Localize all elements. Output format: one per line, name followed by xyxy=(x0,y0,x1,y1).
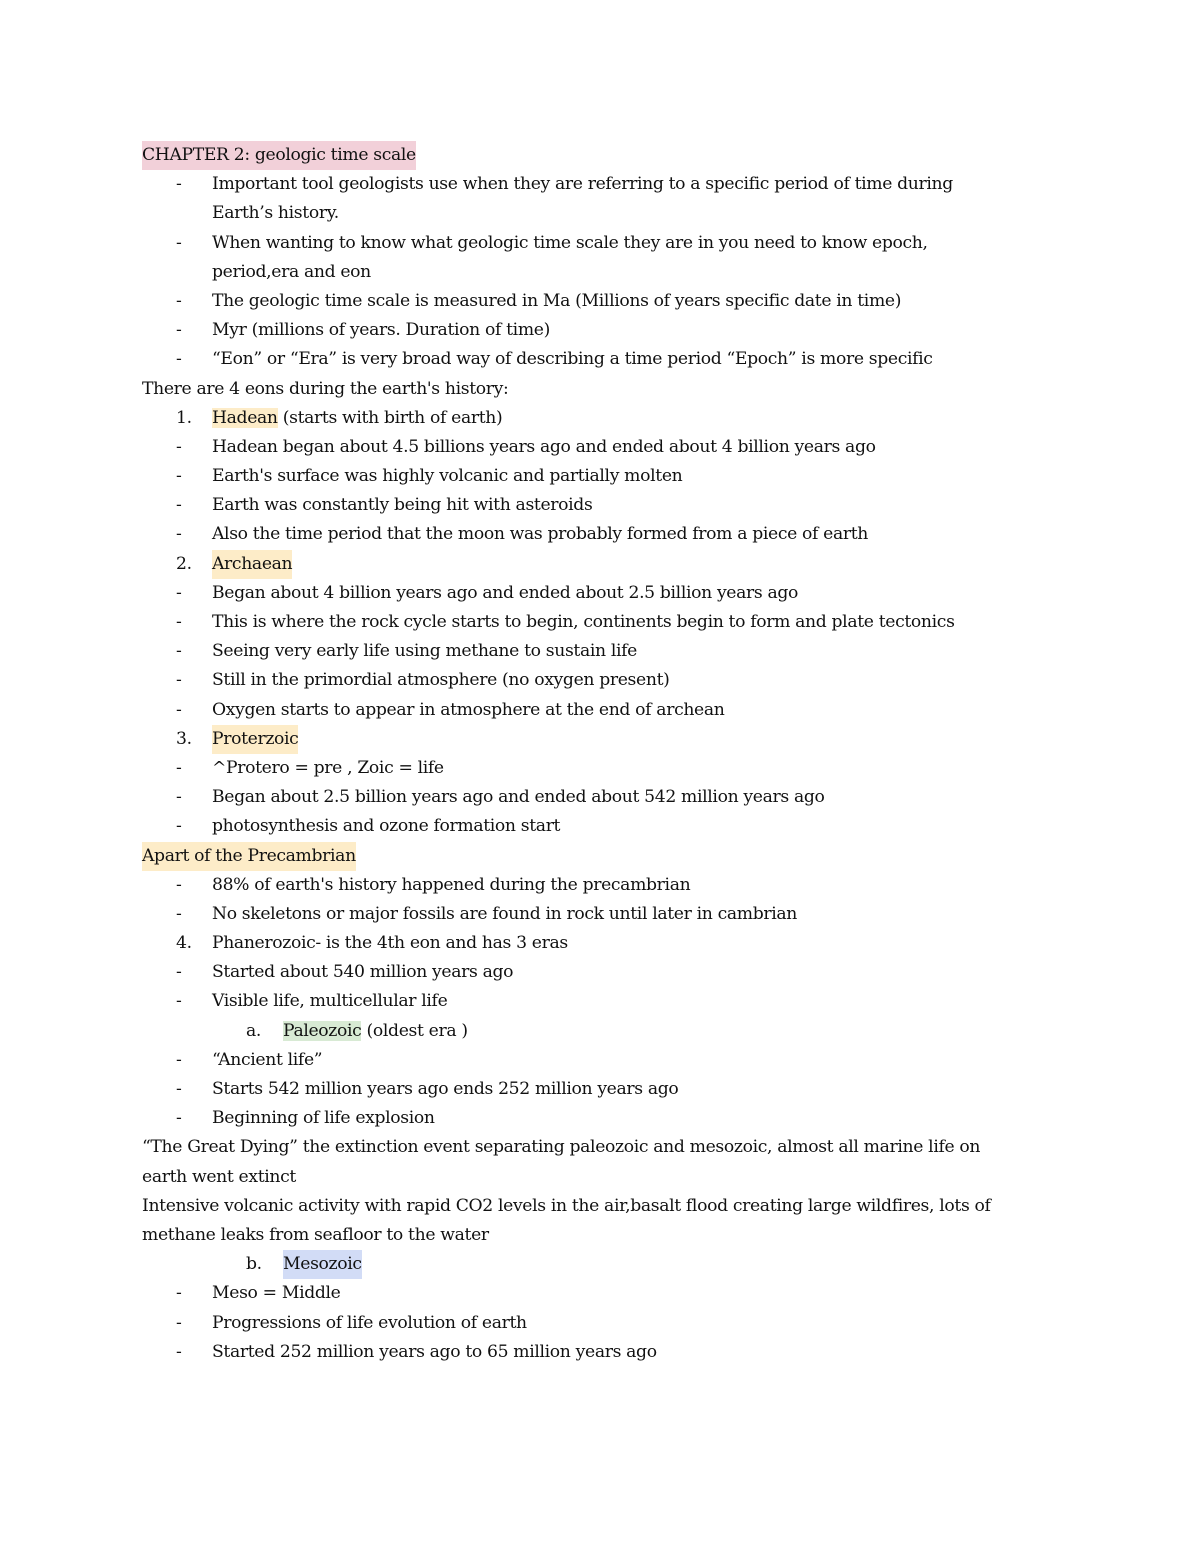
list-item xyxy=(0,229,1200,258)
list-item xyxy=(0,491,1200,520)
list-item xyxy=(0,812,1200,841)
list-item-text: This is where the rock cycle starts to begin, continents begin to form and plate tectonics xyxy=(212,612,955,632)
bullet-dash: - xyxy=(176,582,182,603)
list-item-text: Starts 542 million years ago ends 252 million years ago xyxy=(212,1079,679,1099)
list-item xyxy=(0,987,1200,1016)
eon-name-proterozoic: Proterzoic xyxy=(212,725,298,754)
list-item xyxy=(0,1075,1200,1104)
list-letter: b. xyxy=(246,1254,262,1275)
era-name-paleozoic: Paleozoic xyxy=(283,1020,362,1041)
bullet-dash: - xyxy=(176,903,182,924)
paragraph-line xyxy=(0,1133,1200,1162)
list-item-text: Important tool geologists use when they are referring to a specific period of time during xyxy=(212,174,953,195)
eons-intro: There are 4 eons during the earth's history: xyxy=(142,378,509,399)
eon-name-archaean: Archaean xyxy=(212,550,292,579)
list-item xyxy=(0,958,1200,987)
bullet-dash: - xyxy=(176,232,182,253)
list-item-text: Oxygen starts to appear in atmosphere at the end of archean xyxy=(212,699,725,720)
bullet-dash: - xyxy=(176,699,182,720)
bullet-dash: - xyxy=(176,757,182,778)
eons-intro-line xyxy=(0,375,1200,404)
bullet-dash: - xyxy=(176,1049,182,1070)
eon-note: (starts with birth of earth) xyxy=(277,407,503,428)
list-item xyxy=(0,783,1200,812)
list-item-text: Began about 2.5 billion years ago and ended about 542 million years ago xyxy=(212,787,825,808)
list-item-text: Started 252 million years ago to 65 million years ago xyxy=(212,1341,657,1362)
bullet-dash: - xyxy=(176,495,182,516)
paragraph-text: methane leaks from seafloor to the water xyxy=(142,1224,489,1245)
list-letter: a. xyxy=(246,1020,262,1041)
list-item-text: Beginning of life explosion xyxy=(212,1108,435,1129)
list-item-text: ^Protero = pre , Zoic = life xyxy=(212,757,444,778)
bullet-dash: - xyxy=(176,962,182,983)
era-heading-paleozoic xyxy=(0,1017,1200,1046)
list-item-text: 88% of earth's history happened during the precambrian xyxy=(212,874,691,895)
era-name-mesozoic: Mesozoic xyxy=(283,1250,362,1279)
eon-name-hadean: Hadean xyxy=(212,407,278,428)
bullet-dash: - xyxy=(176,1341,182,1362)
list-number: 2. xyxy=(176,553,192,574)
list-item-continuation xyxy=(0,199,1200,228)
list-item xyxy=(0,1309,1200,1338)
paragraph-text: earth went extinct xyxy=(142,1166,296,1187)
bullet-dash: - xyxy=(176,874,182,895)
bullet-dash: - xyxy=(176,1108,182,1129)
chapter-heading: CHAPTER 2: geologic time scale xyxy=(142,141,416,170)
era-note: (oldest era ) xyxy=(361,1020,468,1041)
eon-heading-proterozoic xyxy=(0,725,1200,754)
list-item-text: Earth’s history. xyxy=(212,203,339,224)
bullet-dash: - xyxy=(176,290,182,311)
eon-heading-phanerozoic xyxy=(0,929,1200,958)
list-item xyxy=(0,345,1200,374)
list-number: 1. xyxy=(176,407,192,428)
list-item xyxy=(0,316,1200,345)
bullet-dash: - xyxy=(176,612,182,632)
bullet-dash: - xyxy=(176,349,182,370)
list-item-text: No skeletons or major fossils are found in rock until later in cambrian xyxy=(212,903,797,924)
list-item xyxy=(0,1046,1200,1075)
list-item xyxy=(0,696,1200,725)
list-item-text: “Eon” or “Era” is very broad way of describing a time period “Epoch” is more specific xyxy=(212,349,933,370)
list-item-text: “Ancient life” xyxy=(212,1049,323,1070)
list-item-text: Also the time period that the moon was probably formed from a piece of earth xyxy=(212,524,869,545)
bullet-dash: - xyxy=(176,670,182,691)
list-item xyxy=(0,520,1200,549)
paragraph-line xyxy=(0,1163,1200,1192)
bullet-dash: - xyxy=(176,1283,182,1304)
list-item-text: Myr (millions of years. Duration of time) xyxy=(212,320,550,341)
chapter-heading-line xyxy=(0,141,1200,170)
list-item xyxy=(0,579,1200,608)
precambrian-heading: Apart of the Precambrian xyxy=(142,842,356,871)
bullet-dash: - xyxy=(176,641,182,662)
document-body xyxy=(0,141,1200,1367)
list-item xyxy=(0,871,1200,900)
list-item-text: Seeing very early life using methane to sustain life xyxy=(212,641,637,662)
bullet-dash: - xyxy=(176,524,182,545)
paragraph-text: Intensive volcanic activity with rapid CO2 levels in the air,basalt flood creating large wildfires, lots of xyxy=(142,1195,991,1216)
list-item-text: Began about 4 billion years ago and ended about 2.5 billion years ago xyxy=(212,582,799,603)
bullet-dash: - xyxy=(176,787,182,808)
list-item xyxy=(0,637,1200,666)
paragraph-line xyxy=(0,1221,1200,1250)
list-item-text: Meso = Middle xyxy=(212,1283,341,1304)
list-item xyxy=(0,754,1200,783)
bullet-dash: - xyxy=(176,466,182,487)
paragraph-text: “The Great Dying” the extinction event separating paleozoic and mesozoic, almost all marine life on xyxy=(142,1137,981,1158)
list-item-continuation xyxy=(0,258,1200,287)
list-item-text: Hadean began about 4.5 billions years ago and ended about 4 billion years ago xyxy=(212,436,876,457)
precambrian-heading-line xyxy=(0,842,1200,871)
bullet-dash: - xyxy=(176,320,182,341)
list-item-text: Visible life, multicellular life xyxy=(212,991,448,1012)
bullet-dash: - xyxy=(176,991,182,1012)
list-item-text: photosynthesis and ozone formation start xyxy=(212,816,561,837)
list-item-text: When wanting to know what geologic time scale they are in you need to know epoch, xyxy=(212,232,928,253)
list-item xyxy=(0,287,1200,316)
list-item-text: Earth was constantly being hit with asteroids xyxy=(212,495,593,516)
list-item xyxy=(0,900,1200,929)
list-item-text: Started about 540 million years ago xyxy=(212,962,514,983)
eon-name-phanerozoic: Phanerozoic- is the 4th eon and has 3 eras xyxy=(212,933,568,954)
list-number: 3. xyxy=(176,728,192,749)
bullet-dash: - xyxy=(176,1312,182,1333)
list-item xyxy=(0,462,1200,491)
bullet-dash: - xyxy=(176,1079,182,1099)
list-item xyxy=(0,1338,1200,1367)
eon-heading-hadean xyxy=(0,404,1200,433)
eon-heading-archaean xyxy=(0,550,1200,579)
era-heading-mesozoic xyxy=(0,1250,1200,1279)
list-item-text: period,era and eon xyxy=(212,261,371,282)
list-item xyxy=(0,170,1200,199)
list-number: 4. xyxy=(176,933,192,954)
list-item-text: The geologic time scale is measured in Ma (Millions of years specific date in time) xyxy=(212,290,902,311)
list-item xyxy=(0,1279,1200,1308)
list-item xyxy=(0,433,1200,462)
bullet-dash: - xyxy=(176,174,182,195)
list-item xyxy=(0,608,1200,637)
list-item-text: Earth's surface was highly volcanic and partially molten xyxy=(212,466,683,487)
bullet-dash: - xyxy=(176,816,182,837)
list-item-text: Still in the primordial atmosphere (no oxygen present) xyxy=(212,670,670,691)
bullet-dash: - xyxy=(176,436,182,457)
list-item xyxy=(0,666,1200,695)
list-item xyxy=(0,1104,1200,1133)
list-item-text: Progressions of life evolution of earth xyxy=(212,1312,527,1333)
paragraph-line xyxy=(0,1192,1200,1221)
